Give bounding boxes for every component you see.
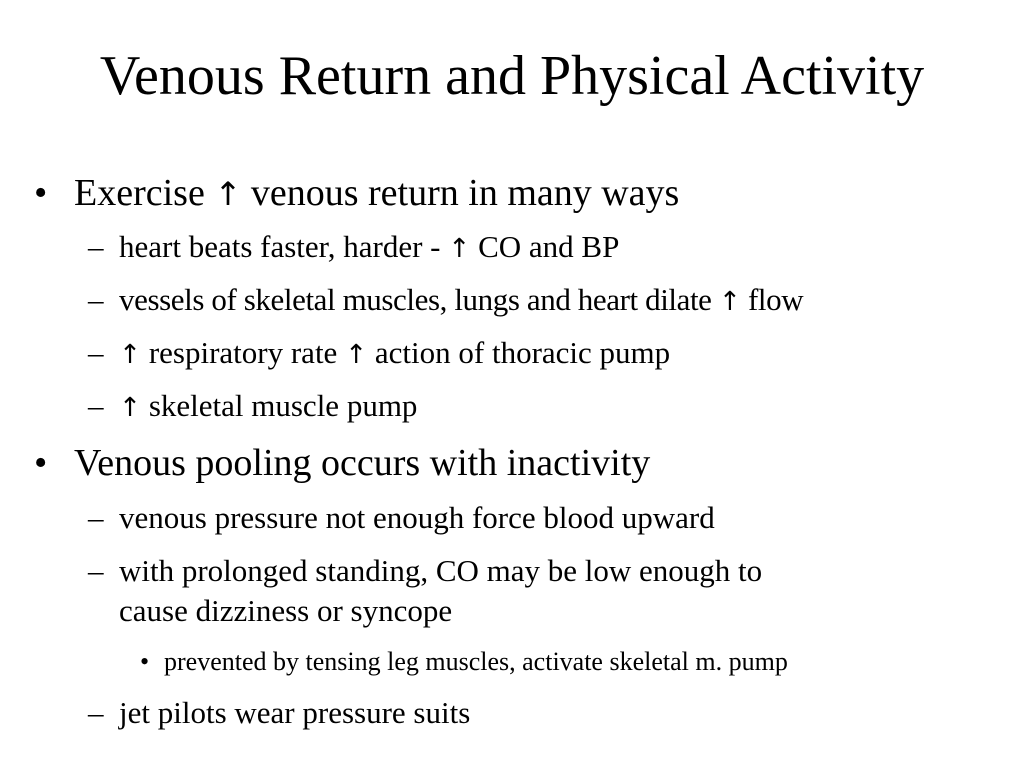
- bullet-text: [74, 170, 679, 217]
- subbullet-text-part: skeletal muscle pump: [148, 388, 418, 423]
- up-arrow-icon: ↑: [119, 393, 142, 423]
- dash-marker: –: [88, 229, 104, 264]
- bullet-text: Venous pooling occurs with inactivity: [74, 442, 651, 484]
- subbullet-text-part: respiratory rate: [148, 335, 338, 370]
- up-arrow-icon: ↑: [119, 340, 142, 370]
- subbullet-text-part: CO and BP: [478, 229, 620, 264]
- up-arrow-icon: ↑: [214, 175, 242, 213]
- up-arrow-icon: ↑: [448, 234, 471, 264]
- subbullet-text: [119, 228, 619, 268]
- dash-marker: –: [88, 282, 104, 317]
- tertiary-text: prevented by tensing leg muscles, activate skeletal m. pump: [164, 647, 788, 676]
- subbullet-text-part: flow: [747, 282, 804, 317]
- subbullet-text: with prolonged standing, CO may be low enough to: [119, 553, 763, 588]
- up-arrow-icon: ↑: [718, 287, 741, 317]
- dash-marker: –: [88, 553, 104, 588]
- subbullet-text-continued: cause dizziness or syncope: [119, 593, 453, 628]
- subbullet-text: [119, 387, 417, 427]
- dash-marker: –: [88, 335, 104, 370]
- bullet-text-part: Exercise: [74, 172, 205, 214]
- subbullet-text-part: action of thoracic pump: [374, 335, 671, 370]
- bullet-marker: •: [34, 172, 48, 214]
- bullet-marker: •: [140, 647, 150, 676]
- up-arrow-icon: ↑: [345, 340, 368, 370]
- slide-title: Venous Return and Physical Activity: [99, 45, 925, 107]
- subbullet-text: venous pressure not enough force blood upward: [119, 500, 715, 535]
- subbullet-text-part: heart beats faster, harder -: [119, 229, 441, 264]
- dash-marker: –: [88, 388, 104, 423]
- bullet-marker: •: [34, 442, 48, 484]
- subbullet-text: [119, 281, 803, 321]
- dash-marker: –: [88, 695, 104, 730]
- subbullet-text: [119, 334, 670, 374]
- bullet-text-part: venous return in many ways: [250, 172, 680, 214]
- subbullet-text-part: vessels of skeletal muscles, lungs and heart dilate: [119, 282, 712, 317]
- dash-marker: –: [88, 500, 104, 535]
- subbullet-text: jet pilots wear pressure suits: [119, 695, 471, 730]
